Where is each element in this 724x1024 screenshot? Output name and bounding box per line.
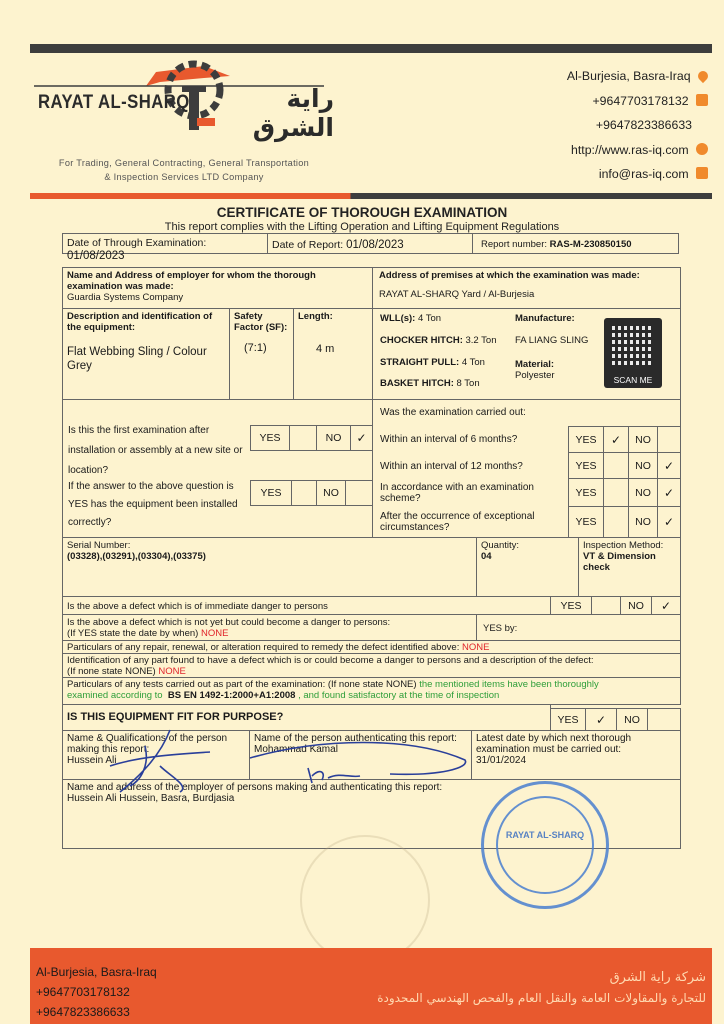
scheme-yes[interactable]: YES bbox=[568, 478, 604, 507]
interval-6-yes-check[interactable]: ✓ bbox=[603, 426, 629, 453]
exceptional-question: After the occurrence of exceptional circumstances? bbox=[380, 511, 535, 533]
employer-persons-label: Name and address of the employer of persons making and authenticating this report: bbox=[67, 782, 443, 793]
choker-value: 3.2 Ton bbox=[465, 335, 497, 346]
serial-cell bbox=[62, 537, 477, 597]
signature-mohammad bbox=[240, 728, 480, 788]
date-report-value: 01/08/2023 bbox=[346, 239, 404, 251]
installed-yes-box[interactable] bbox=[291, 480, 317, 506]
basket-value: 8 Ton bbox=[456, 378, 480, 389]
length-value: 4 m bbox=[316, 343, 335, 355]
identification-line1: Identification of any part found to have a defect which is or could become a danger to persons and a description of the defect: bbox=[67, 655, 594, 666]
date-report-label: Date of Report: bbox=[272, 239, 344, 251]
company-logo bbox=[34, 60, 334, 190]
future-danger-line2: (If YES state the date by when) bbox=[67, 628, 199, 639]
stamp-text: RAYAT AL-SHARQ bbox=[505, 830, 585, 840]
safety-factor-cell bbox=[229, 308, 294, 400]
footer-arabic bbox=[377, 968, 706, 1008]
carried-out-label: Was the examination carried out: bbox=[380, 407, 526, 418]
employer-label: Name and Address of employer for whom the thorough examination was made: bbox=[67, 270, 316, 292]
tagline-line2: & Inspection Services LTD Company bbox=[104, 172, 264, 182]
certificate-title: CERTIFICATE OF THOROUGH EXAMINATION bbox=[216, 205, 508, 220]
tests-label: Particulars of any tests carried out as part of the examination: (If none state NONE) bbox=[67, 679, 417, 690]
choker-label: CHOCKER HITCH: bbox=[380, 335, 463, 346]
employer-persons-value: Hussein Ali Hussein, Basra, Burdjasia bbox=[67, 793, 235, 804]
length-cell bbox=[293, 308, 373, 400]
exceptional-no-check[interactable]: ✓ bbox=[657, 506, 681, 538]
header-top-bar bbox=[30, 44, 712, 53]
wll-label: WLL(s): bbox=[380, 313, 416, 324]
fit-no-box[interactable] bbox=[647, 708, 681, 731]
quantity-cell bbox=[476, 537, 579, 597]
faded-stamp bbox=[300, 835, 430, 965]
interval-6-no-box[interactable] bbox=[657, 426, 681, 453]
premises-label: Address of premises at which the examination was made: bbox=[379, 270, 640, 281]
straight-line bbox=[380, 357, 485, 368]
repair-value: NONE bbox=[462, 642, 490, 653]
latest-date-label: Latest date by which next thorough examination must be carried out: bbox=[476, 733, 632, 755]
interval-6-no[interactable]: NO bbox=[628, 426, 658, 453]
fit-yes-check[interactable]: ✓ bbox=[585, 708, 617, 731]
qualifications-label: Name & Qualifications of the person making this report: bbox=[67, 733, 228, 755]
first-exam-no-check[interactable]: ✓ bbox=[350, 425, 373, 451]
straight-label: STRAIGHT PULL: bbox=[380, 357, 460, 368]
tests-standard: BS EN 1492-1:2000+A1:2008 bbox=[167, 690, 296, 701]
mail-icon bbox=[696, 167, 708, 179]
interval-12-no[interactable]: NO bbox=[628, 452, 658, 479]
quantity-label: Quantity: bbox=[481, 540, 520, 551]
certificate-subtitle: This report complies with the Lifting Operation and Lifting Equipment Regulations bbox=[164, 221, 560, 233]
repair-cell bbox=[62, 640, 681, 654]
premises-value: RAYAT AL-SHARQ Yard / Al-Burjesia bbox=[379, 289, 535, 300]
equipment-desc-cell bbox=[62, 308, 230, 400]
immediate-yes-box[interactable] bbox=[591, 596, 621, 615]
company-name-ar: راية الشرق bbox=[252, 84, 334, 142]
address-text: Al-Burjesia, Basra-Iraq bbox=[566, 69, 691, 83]
method-label: Inspection Method: bbox=[583, 540, 664, 551]
first-exam-question: Is this the first examination after installation or assembly at a new site or location? bbox=[68, 425, 243, 476]
identification-value: NONE bbox=[158, 666, 186, 677]
serial-label: Serial Number: bbox=[67, 540, 131, 551]
phone-icon bbox=[696, 94, 708, 106]
choker-line bbox=[380, 335, 497, 346]
exceptional-yes[interactable]: YES bbox=[568, 506, 604, 538]
footer bbox=[30, 948, 712, 1024]
employer-value: Guardia Systems Company bbox=[67, 292, 184, 303]
report-number-value: RAS-M-230850150 bbox=[549, 239, 632, 250]
future-danger-value: NONE bbox=[200, 628, 229, 639]
safety-factor-label: Safety Factor (SF): bbox=[234, 311, 288, 333]
fit-for-purpose-label: IS THIS EQUIPMENT FIT FOR PURPOSE? bbox=[62, 704, 551, 731]
fit-no[interactable]: NO bbox=[616, 708, 648, 731]
immediate-no-check[interactable]: ✓ bbox=[651, 596, 681, 615]
tests-cell bbox=[62, 677, 681, 705]
employer-cell bbox=[62, 267, 373, 309]
interval-12-yes[interactable]: YES bbox=[568, 452, 604, 479]
wll-value: 4 Ton bbox=[418, 313, 442, 324]
installed-yes[interactable]: YES bbox=[250, 480, 292, 506]
globe-icon bbox=[696, 143, 708, 155]
first-exam-no[interactable]: NO bbox=[316, 425, 351, 451]
immediate-yes[interactable]: YES bbox=[550, 596, 592, 615]
interval-12-no-check[interactable]: ✓ bbox=[657, 452, 681, 479]
footer-contact bbox=[36, 962, 157, 1022]
installed-no-box[interactable] bbox=[345, 480, 373, 506]
company-name-en: RAYAT AL-SHARQ bbox=[38, 92, 190, 113]
footer-phone2: +9647823386633 bbox=[36, 1005, 130, 1019]
footer-ar-line2: للتجارة والمقاولات العامة والنقل العام والفحص الهندسي المحدودة bbox=[377, 991, 706, 1005]
header-bottom-bar bbox=[30, 193, 712, 199]
immediate-danger-question: Is the above a defect which is of immediate danger to persons bbox=[62, 596, 551, 615]
serial-value: (03328),(03291),(03304),(03375) bbox=[67, 551, 206, 562]
tests-result-2: examined according to bbox=[67, 690, 163, 701]
date-exam-label: Date of Through Examination: bbox=[67, 237, 207, 249]
fit-yes[interactable]: YES bbox=[550, 708, 586, 731]
date-report-cell bbox=[267, 233, 473, 254]
tagline-line1: For Trading, General Contracting, General Transportation bbox=[58, 158, 310, 168]
qr-code[interactable] bbox=[604, 318, 662, 388]
interval-6-question: Within an interval of 6 months? bbox=[380, 434, 518, 445]
stamp-inner-ring bbox=[496, 796, 594, 894]
installed-no[interactable]: NO bbox=[316, 480, 346, 506]
company-stamp bbox=[481, 781, 609, 909]
interval-6-yes[interactable]: YES bbox=[568, 426, 604, 453]
signature-hussein bbox=[100, 726, 220, 796]
method-value: VT & Dimension check bbox=[583, 551, 656, 573]
authenticator-value: Mohammad Kamal bbox=[254, 744, 338, 755]
footer-phone1: +9647703178132 bbox=[36, 985, 130, 999]
method-cell bbox=[578, 537, 681, 597]
website-link[interactable]: http://www.ras-iq.com bbox=[571, 142, 689, 157]
report-number-cell bbox=[472, 233, 679, 254]
interval-12-question: Within an interval of 12 months? bbox=[380, 461, 523, 472]
future-danger-cell bbox=[62, 614, 477, 641]
qualifications-value: Hussein Ali bbox=[67, 755, 117, 766]
basket-line bbox=[380, 378, 480, 389]
exceptional-yes-box[interactable] bbox=[603, 506, 629, 538]
basket-label: BASKET HITCH: bbox=[380, 378, 454, 389]
scheme-no-check[interactable]: ✓ bbox=[657, 478, 681, 507]
exceptional-no[interactable]: NO bbox=[628, 506, 658, 538]
manufacture-label: Manufacture: bbox=[515, 313, 575, 324]
footer-ar-line1: شركة راية الشرق bbox=[609, 970, 706, 985]
safety-factor-value: (7:1) bbox=[244, 342, 267, 354]
first-exam-yes-box[interactable] bbox=[289, 425, 317, 451]
identification-cell bbox=[62, 653, 681, 678]
equipment-desc-value: Flat Webbing Sling / Colour Grey bbox=[67, 346, 207, 372]
company-tagline bbox=[34, 156, 334, 184]
straight-value: 4 Ton bbox=[461, 357, 485, 368]
future-danger-line1: Is the above a defect which is not yet but could become a danger to persons: bbox=[67, 617, 391, 628]
equipment-desc-label: Description and identification of the equipment: bbox=[67, 311, 213, 333]
contact-block bbox=[567, 64, 708, 187]
qr-label: SCAN ME bbox=[613, 375, 653, 385]
material-label: Material: bbox=[515, 359, 555, 370]
identification-line2: (If none state NONE) bbox=[67, 666, 156, 677]
tests-result-3: , and found satisfactory at the time of inspection bbox=[298, 690, 500, 701]
latest-date-cell bbox=[471, 730, 681, 780]
tests-result-1: the mentioned items have been thoroughly bbox=[419, 679, 599, 690]
manufacture-value: FA LIANG SLING bbox=[515, 335, 589, 346]
wll-line bbox=[380, 313, 441, 324]
authenticator-label: Name of the person authenticating this report: bbox=[254, 733, 457, 744]
phone2-text: +9647823386633 bbox=[595, 118, 692, 132]
phone1-text: +9647703178132 bbox=[592, 93, 689, 108]
scheme-yes-box[interactable] bbox=[603, 478, 629, 507]
repair-label: Particulars of any repair, renewal, or alteration required to remedy the defect identified above: bbox=[67, 642, 460, 653]
qr-pattern-overlay bbox=[612, 323, 654, 365]
scheme-question: In accordance with an examination scheme? bbox=[380, 482, 534, 504]
quantity-value: 04 bbox=[481, 551, 492, 562]
date-exam-value: 01/08/2023 bbox=[67, 250, 125, 262]
footer-address: Al-Burjesia, Basra-Iraq bbox=[36, 965, 157, 979]
material-value: Polyester bbox=[515, 370, 555, 381]
installed-correctly-question: If the answer to the above question is YES has the equipment been installed correctly? bbox=[68, 481, 238, 528]
date-exam-cell bbox=[62, 233, 268, 262]
first-exam-yes[interactable]: YES bbox=[250, 425, 290, 451]
length-label: Length: bbox=[298, 311, 333, 322]
location-pin-icon bbox=[696, 69, 710, 83]
latest-date-value: 31/01/2024 bbox=[476, 755, 527, 766]
scheme-no[interactable]: NO bbox=[628, 478, 658, 507]
email-link[interactable]: info@ras-iq.com bbox=[598, 167, 689, 181]
interval-12-yes-box[interactable] bbox=[603, 452, 629, 479]
report-number-label: Report number: bbox=[481, 239, 548, 250]
yes-by-cell: YES by: bbox=[476, 614, 681, 641]
premises-cell bbox=[372, 267, 681, 309]
immediate-no[interactable]: NO bbox=[620, 596, 652, 615]
